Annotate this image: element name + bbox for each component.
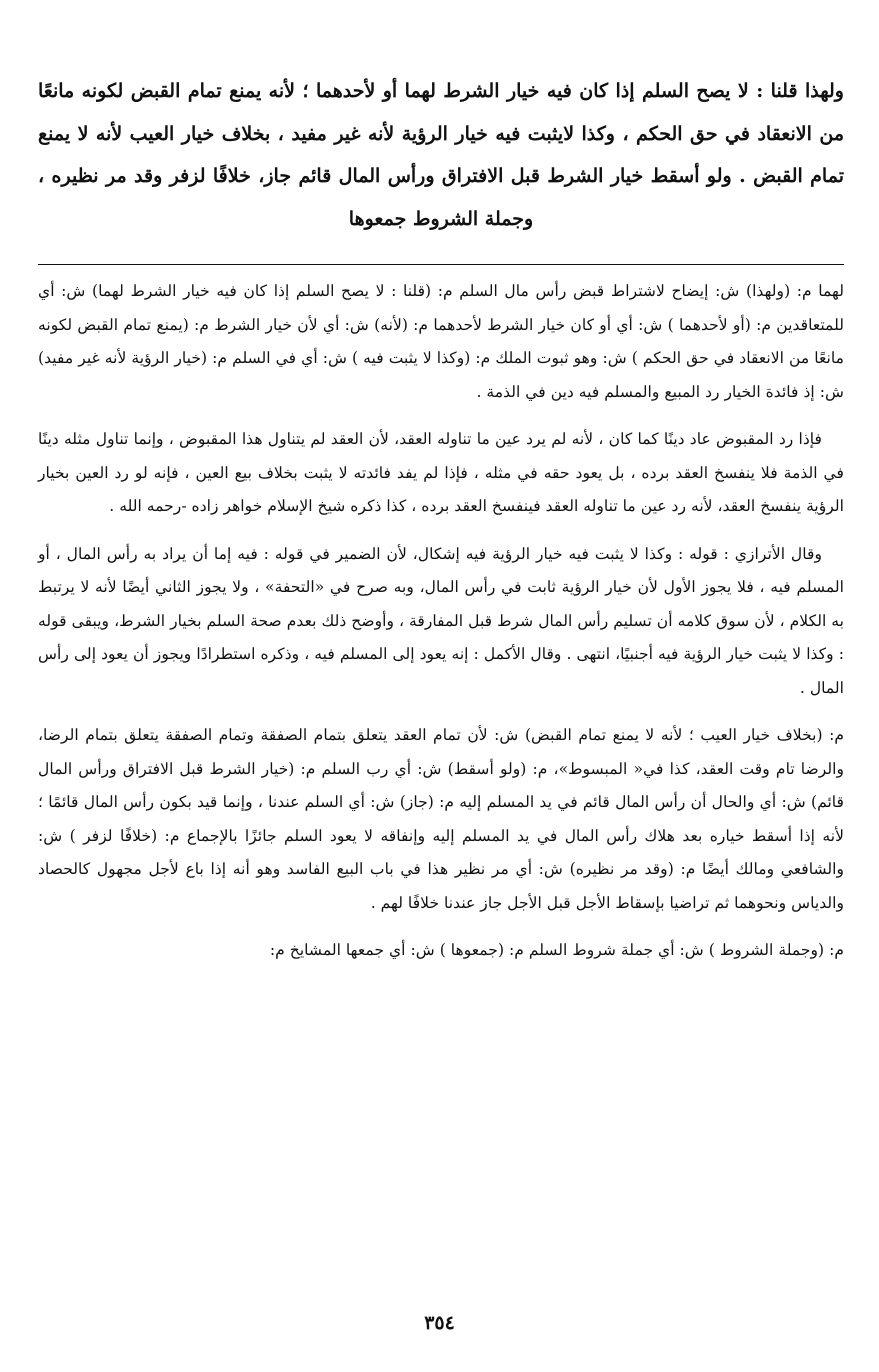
book-page [38,70,844,968]
commentary-paragraph: لهما م: (ولهذا) ش: إيضاح لاشتراط قبض رأس مال السلم م: (قلنا : لا يصح السلم إذا كان فيه خيار الشرط لهما) ش: أي للمتعاقدين م: (أو لأحدهما ) ش: أي أو كان خيار الشرط لأحدهما م: (لأنه) ش: أي لأن خيار الشرط م: (يمنع تمام القبض لكونه مانعًا من الانعقاد في حق الحكم ) ش: وهو ثبوت الملك م: (وكذا لا يثبت فيه ) ش: أي في السلم م: (خيار الرؤية لأنه غير مفيد) ش: إذ فائدة الخيار رد المبيع والمسلم فيه دين في الذمة . [38,282,844,401]
main-text-paragraph: ولهذا قلنا : لا يصح السلم إذا كان فيه خيار الشرط لهما أو لأحدهما ؛ لأنه يمنع تمام القبض لكونه مانعًا من الانعقاد في حق الحكم ، وكذا لايثبت فيه خيار الرؤية لأنه غير مفيد ، بخلاف خيار العيب لأنه لا يمنع تمام القبض . ولو أسقط خيار الشرط قبل الافتراق ورأس المال قائم جاز، خلافًا لزفر وقد مر نظيره ، وجملة الشروط جمعوها [38,80,844,230]
commentary-paragraph: م: (بخلاف خيار العيب ؛ لأنه لا يمنع تمام القبض) ش: لأن تمام العقد يتعلق بتمام الصفقة وتمام الصفقة يتعلق بتمام الرضا، والرضا تام وقت العقد، كذا في« المبسوط»، م: (ولو أسقط) ش: أي رب السلم م: (خيار الشرط قبل الافتراق ورأس المال قائم) ش: أي والحال أن رأس المال قائم في يد المسلم إليه م: (جاز) ش: أي السلم عندنا ، وإنما قيد بكون رأس المال قائمًا ؛ لأنه إذا أسقط خياره بعد هلاك رأس المال في يد المسلم إليه وإنفاقه لا يعود السلم جائزًا بالإجماع م: (خلافًا لزفر ) ش: والشافعي ومالك أيضًا م: (وقد مر نظيره) ش: أي مر نظير هذا في باب البيع الفاسد وهو أنه إذا باع لأجل مجهول كالحصاد والدياس ونحوهما ثم تراضيا بإسقاط الأجل قبل الأجل جاز عندنا خلافًا لهم . [38,726,844,912]
page-number: ٣٥٤ [424,1312,455,1334]
main-text-block [38,70,844,240]
commentary-paragraph: وقال الأترازي : قوله : وكذا لا يثبت فيه خيار الرؤية فيه إشكال، لأن الضمير في قوله : فيه إما أن يراد به رأس المال ، أو المسلم فيه ، فلا يجوز الأول لأن خيار الرؤية ثابت في رأس المال، وبه صرح في «التحفة» ، ولا يجوز الثاني أيضًا لأنه لا يرتبط به الكلام ، لأن سوق كلامه أن تسليم رأس المال شرط قبل المفارقة ، وأوضح ذلك بعدم صحة السلم بخيار الشرط، ويبقى قوله : وكذا لا يثبت خيار الرؤية فيه أجنبيًا، انتهى . وقال الأكمل : إنه يعود إلى المسلم فيه ، وذكره استطرادًا ويجوز أن يعود إلى رأس المال . [38,544,844,697]
commentary-paragraph: فإذا رد المقبوض عاد دينًا كما كان ، لأنه لم يرد عين ما تناوله العقد، لأن العقد لم يتناول هذا المقبوض ، وإنما تناول مثله دينًا في الذمة فلا ينفسخ العقد برده ، بل يعود حقه في مثله ، فإذا لم يفد فائدته لا يثبت بخلاف بيع العين ، فإنه لو رد العين بخيار الرؤية ينفسخ العقد، لأنه رد عين ما تناوله العقد فينفسخ العقد برده ، كذا ذكره شيخ الإسلام خواهر زاده -رحمه الله . [38,430,844,515]
commentary-block [38,275,844,968]
commentary-paragraph: م: (وجملة الشروط ) ش: أي جملة شروط السلم م: (جمعوها ) ش: أي جمعها المشايخ م: [269,941,844,959]
separator-rule [38,264,844,265]
